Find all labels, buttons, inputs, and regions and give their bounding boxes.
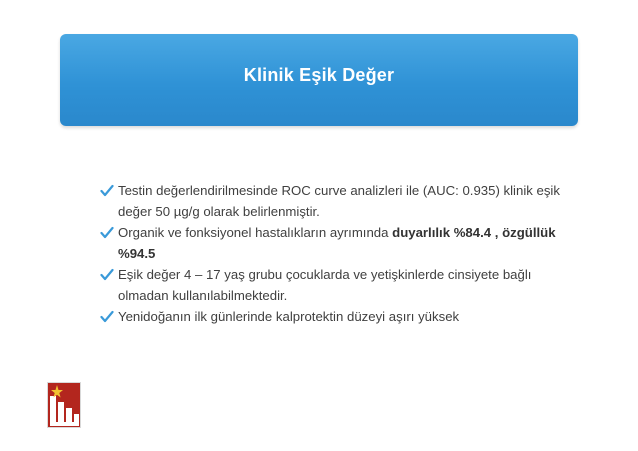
bullet-item bbox=[100, 180, 560, 222]
checkmark-icon bbox=[100, 310, 114, 323]
bullet-item bbox=[100, 306, 560, 327]
bullet-bold-text: duyarlılık %84.4 , özgüllük %94.5 bbox=[118, 225, 556, 261]
title-banner bbox=[60, 34, 578, 126]
bullet-text: Eşik değer 4 – 17 yaş grubu çocuklarda ve yetişkinlerde cinsiyete bağlı olmadan kullanılabilmektedir. bbox=[118, 267, 532, 303]
checkmark-icon bbox=[100, 226, 114, 239]
hospital-logo bbox=[47, 382, 81, 428]
bullet-list bbox=[100, 180, 560, 327]
checkmark-icon bbox=[100, 268, 114, 281]
checkmark-icon bbox=[100, 184, 114, 197]
bullet-item bbox=[100, 264, 560, 306]
bullet-text: Yenidoğanın ilk günlerinde kalprotektin düzeyi aşırı yüksek bbox=[118, 309, 460, 324]
bullet-text: Testin değerlendirilmesinde ROC curve analizleri ile (AUC: 0.935) klinik eşik değer 50 µg/g olarak belirlenmiştir. bbox=[118, 183, 560, 219]
bullet-item bbox=[100, 222, 560, 264]
slide-title: Klinik Eşik Değer bbox=[243, 64, 395, 85]
bullet-text: Organik ve fonksiyonel hastalıkların ayrımında bbox=[118, 225, 393, 240]
